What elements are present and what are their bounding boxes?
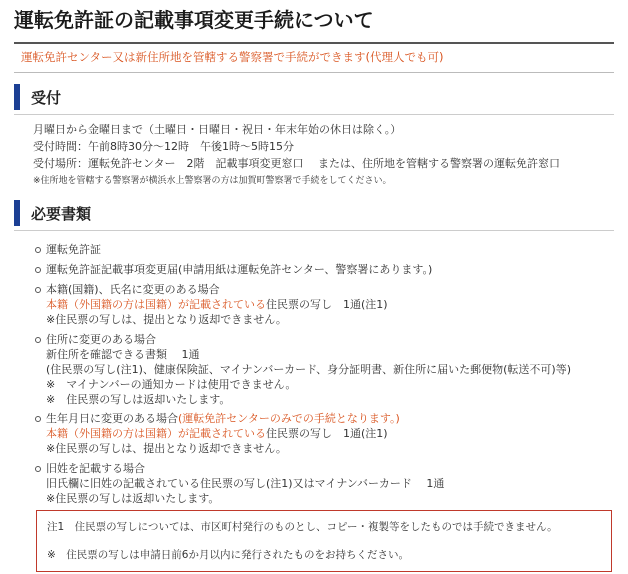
documents-heading: 必要書類 (31, 205, 92, 223)
title-divider (14, 42, 614, 44)
doc-item-license: 運転免許証 (46, 243, 101, 256)
section-divider (14, 230, 614, 231)
notice-text: 運転免許センター又は新住所地を管轄する警察署で手続ができます(代理人でも可) (21, 50, 444, 64)
doc-item-address-line3: ※ マイナンバーの通知カードは使用できません。 (46, 378, 297, 391)
reception-hours: 月曜日から金曜日まで（土曜日・日曜日・祝日・年末年始の休日は除く。） (33, 123, 402, 136)
doc-item-change-form: 運転免許証記載事項変更届(申請用紙は運転免許センター、警察署にあります。) (46, 263, 433, 276)
doc-item-honseki-detail (46, 298, 388, 312)
doc-item-address-line1: 新住所を確認できる書類 1通 (46, 348, 200, 361)
doc-item-honseki-note: ※住民票の写しは、提出となり返却できません。 (46, 313, 287, 326)
bullet-icon (35, 416, 41, 422)
section-accent-bar (14, 84, 20, 110)
section-accent-bar (14, 200, 20, 226)
notes-box (36, 510, 612, 572)
reception-heading: 受付 (31, 89, 62, 107)
doc-item-maiden-line1: 旧氏欄に旧姓の記載されている住民票の写し(注1)又はマイナンバーカード 1通 (46, 477, 445, 490)
doc-item-birthdate-note: ※住民票の写しは、提出となり返却できません。 (46, 442, 287, 455)
bullet-icon (35, 337, 41, 343)
reception-note: ※住所地を管轄する警察署が横浜水上警察署の方は加賀町警察署で手続をしてください。 (33, 176, 392, 186)
page-title: 運転免許証の記載事項変更手続について (14, 8, 374, 32)
detail-text: 住民票の写し 1通(注1) (266, 298, 388, 311)
notice-divider (14, 72, 614, 73)
section-divider (14, 114, 614, 115)
reception-time: 受付時間：午前8時30分～12時 午後1時～5時15分 (33, 140, 294, 153)
reception-section-header (14, 84, 614, 110)
doc-item-address-line4: ※ 住民票の写しは返却いたします。 (46, 393, 231, 406)
highlight-text: (運転免許センターのみでの手続となります。) (178, 412, 400, 425)
doc-item-maiden-title: 旧姓を記載する場合 (46, 462, 145, 475)
title-text: 生年月日に変更のある場合 (46, 412, 178, 425)
reception-place: 受付場所：運転免許センター 2階 記載事項変更窓口 または、住所地を管轄する警察署の運転免許窓口 (33, 157, 561, 170)
documents-section-header (14, 200, 614, 226)
highlight-text: 本籍（外国籍の方は国籍）が記載されている (46, 427, 266, 440)
highlight-text: 本籍（外国籍の方は国籍）が記載されている (46, 298, 266, 311)
doc-item-maiden-line2: ※住民票の写しは返却いたします。 (46, 492, 220, 505)
doc-item-birthdate-detail (46, 427, 388, 441)
doc-item-birthdate-title (46, 412, 400, 426)
bullet-icon (35, 287, 41, 293)
bullet-icon (35, 267, 41, 273)
detail-text: 住民票の写し 1通(注1) (266, 427, 388, 440)
doc-item-address-title: 住所に変更のある場合 (46, 333, 156, 346)
bullet-icon (35, 466, 41, 472)
doc-item-address-line2: (住民票の写し(注1)、健康保険証、マイナンバーカード、身分証明書、新住所に届いた郵便物(転送不可)等) (46, 363, 571, 376)
bullet-icon (35, 247, 41, 253)
note-2: ※ 住民票の写しは申請日前6か月以内に発行されたものをお持ちください。 (47, 549, 409, 561)
note-1: 注1 住民票の写しについては、市区町村発行のものとし、コピー・複製等をしたものでは手続できません。 (47, 521, 558, 533)
doc-item-honseki-title: 本籍(国籍)、氏名に変更のある場合 (46, 283, 220, 296)
